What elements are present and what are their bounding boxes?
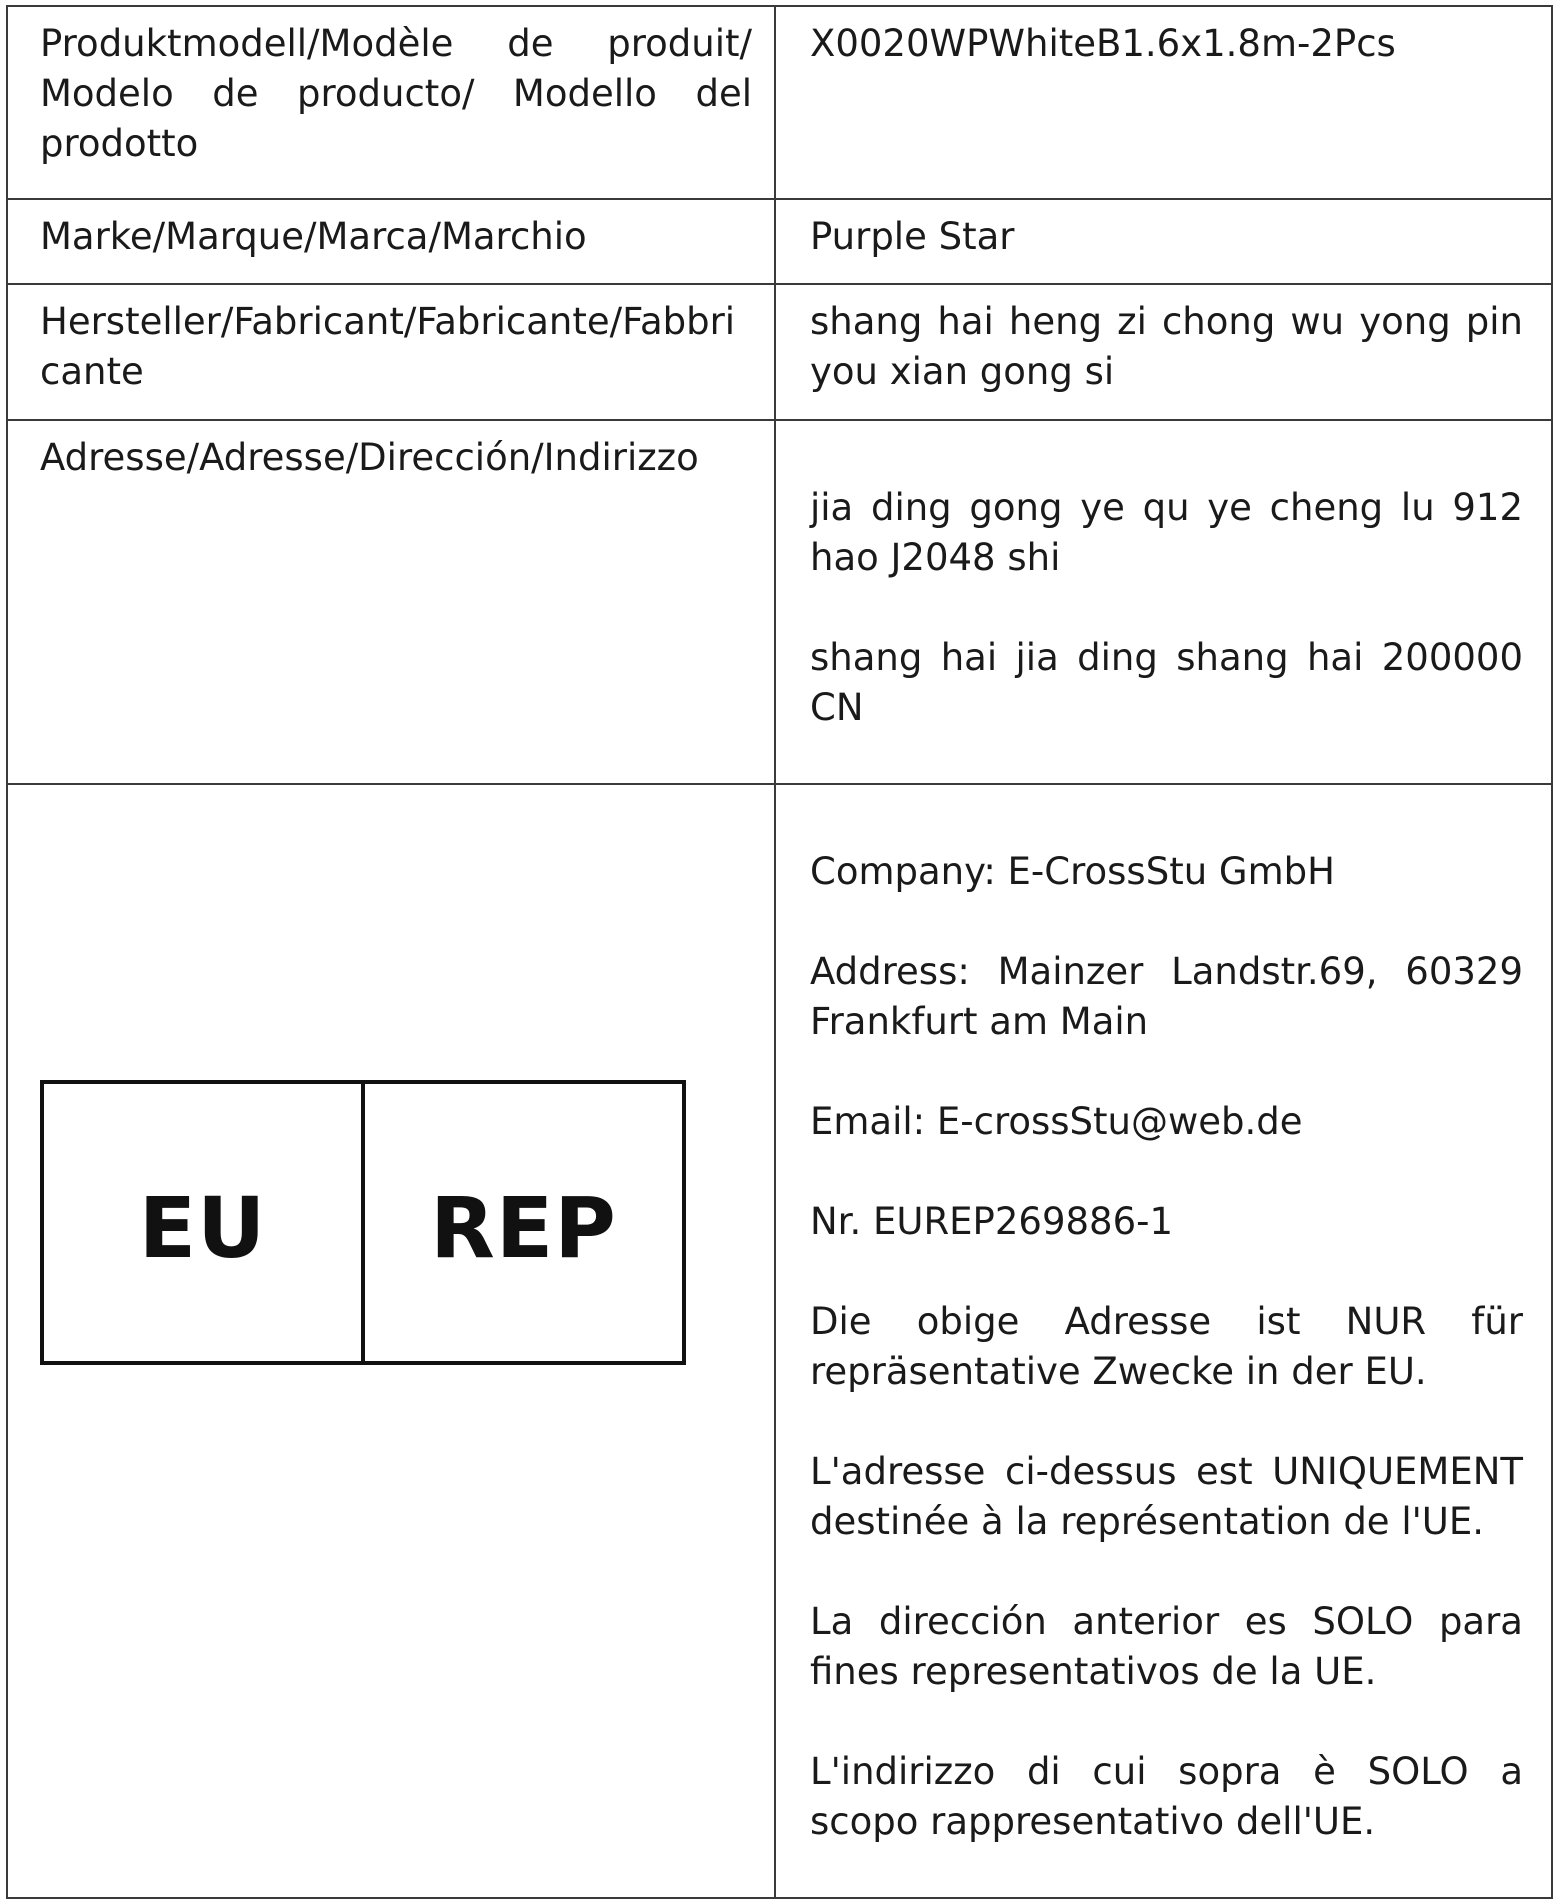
table-row-manufacturer — [7, 284, 1552, 420]
model-value-cell — [775, 6, 1552, 199]
eu-rep-note-fr: L'adresse ci-dessus est UNIQUEMENT destinée à la représentation de l'UE. — [810, 1450, 1523, 1543]
table-row-model — [7, 6, 1552, 199]
manufacturer-label: Hersteller/Fabricant/Fabricante/Fabbricante — [40, 300, 736, 393]
brand-value-cell — [775, 199, 1552, 284]
eu-rep-company: Company: E-CrossStu GmbH — [810, 850, 1335, 893]
address-value-cell — [775, 420, 1552, 784]
eu-rep-note-de: Die obige Adresse ist NUR für repräsentative Zwecke in der EU. — [810, 1300, 1523, 1393]
eu-rep-logo-rep: REP — [430, 1178, 617, 1277]
table-row-eu-rep — [7, 784, 1552, 1898]
model-label: Produktmodell/Modèle de produit/ Modelo de producto/ Modello del prodotto — [40, 22, 752, 165]
eu-rep-logo-cell — [7, 784, 775, 1898]
eu-rep-info — [776, 785, 1551, 1897]
eu-rep-logo — [40, 1080, 686, 1365]
manufacturer-value: shang hai heng zi chong wu yong pin you xian gong si — [810, 300, 1523, 393]
eu-rep-email: Email: E-crossStu@web.de — [810, 1100, 1303, 1143]
eu-rep-logo-eu: EU — [138, 1178, 267, 1277]
address-line-2: shang hai jia ding shang hai 200000 CN — [810, 636, 1523, 729]
model-label-cell — [7, 6, 775, 199]
address-label-cell — [7, 420, 775, 784]
address-value — [776, 421, 1551, 783]
manufacturer-value-cell — [775, 284, 1552, 420]
eu-rep-note-it: L'indirizzo di cui sopra è SOLO a scopo rappresentativo dell'UE. — [810, 1750, 1523, 1843]
product-info-table — [6, 5, 1553, 1899]
model-value: X0020WPWhiteB1.6x1.8m-2Pcs — [810, 22, 1396, 65]
table-row-address — [7, 420, 1552, 784]
manufacturer-label-cell — [7, 284, 775, 420]
brand-label: Marke/Marque/Marca/Marchio — [40, 215, 587, 258]
eu-rep-number: Nr. EUREP269886-1 — [810, 1200, 1174, 1243]
address-line-1: jia ding gong ye qu ye cheng lu 912 hao J2048 shi — [810, 486, 1523, 579]
eu-rep-note-es: La dirección anterior es SOLO para fines representativos de la UE. — [810, 1600, 1523, 1693]
eu-rep-info-cell — [775, 784, 1552, 1898]
brand-value: Purple Star — [810, 215, 1015, 258]
eu-rep-address: Address: Mainzer Landstr.69, 60329 Frankfurt am Main — [810, 950, 1523, 1043]
table-row-brand — [7, 199, 1552, 284]
address-label: Adresse/Adresse/Dirección/Indirizzo — [40, 436, 699, 479]
brand-label-cell — [7, 199, 775, 284]
